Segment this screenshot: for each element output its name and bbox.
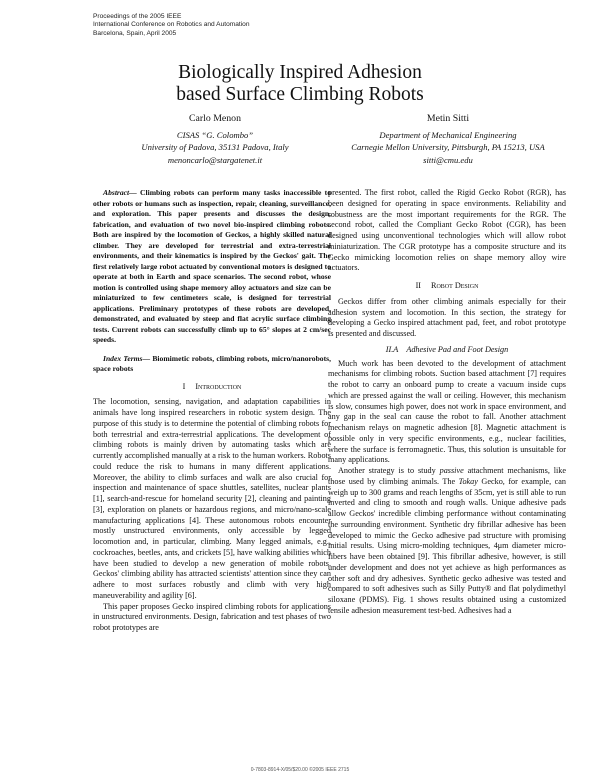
- body-paragraph: [328, 466, 566, 617]
- author-email[interactable]: menoncarlo@stargatenet.it: [167, 154, 263, 165]
- index-terms: [93, 354, 331, 375]
- author-email[interactable]: sitti@cmu.edu: [423, 154, 473, 165]
- left-column: [93, 188, 331, 634]
- body-text: attachment mechanisms, like those used by climbing animals. The: [328, 466, 566, 486]
- subsection-title: Adhesive Pad and Foot Design: [406, 344, 509, 354]
- body-paragraph: Much work has been devoted to the development of attachment mechanisms for climbing robots. Suction based attachment [7] requires the robot to carry an onboard pump to create a vacuum inside cups which are pressed against the wall or ceiling. However, this mechanism is slow, consumes high power, does not work in space environment, and any gap in the seal can cause the robot to fall. Another attachment mechanism relays on magnetic adhesion [8]. Magnetic attachment is possible only in very specific environments, e.g., nuclear facilities, where the surface is ferromagnetic. Thus, this solution is unsuitable for many applications.: [328, 358, 566, 465]
- section-title: Introduction: [195, 381, 242, 391]
- author-name: Carlo Menon: [189, 113, 241, 124]
- index-terms-text: Biomimetic robots, climbing robots, micro/nanorobots, space robots: [93, 353, 331, 373]
- section-title: Robot Design: [431, 281, 479, 290]
- body-paragraph: This paper proposes Gecko inspired climbing robots for applications in unstructured environments. Design, fabrication and test phases of two robot prototypes are: [93, 601, 331, 632]
- author-block-2: [328, 113, 568, 166]
- section-number: II: [415, 281, 422, 290]
- abstract: [93, 188, 331, 346]
- subsection-heading-adhesive: [328, 345, 566, 356]
- section-heading-introduction: [93, 382, 331, 393]
- index-terms-lead: Index Terms—: [103, 353, 151, 363]
- header-line: International Conference on Robotics and Automation: [93, 21, 250, 29]
- body-paragraph: Geckos differ from other climbing animals especially for their adhesion system and locomotion. In this section, the strategy for developing a Gecko inspired attachment pad, feet, and robot prototype is presented and discussed.: [328, 296, 566, 338]
- header-line: Proceedings of the 2005 IEEE: [93, 13, 182, 20]
- author-affiliation: Carnegie Mellon University, Pittsburgh, PA 15213, USA: [351, 142, 545, 153]
- emphasis-text: passive: [439, 466, 464, 475]
- proceedings-header: [93, 13, 250, 38]
- author-affiliation: CISAS “G. Colombo”: [176, 129, 254, 140]
- author-affiliation: Department of Mechanical Engineering: [379, 129, 517, 140]
- author-affiliation: University of Padova, 35131 Padova, Italy: [141, 142, 289, 153]
- section-heading-robot-design: [328, 281, 566, 292]
- title-line: based Surface Climbing Robots: [176, 84, 424, 105]
- right-column: [328, 188, 566, 617]
- page-footer: 0-7803-8914-X/05/$20.00 ©2005 IEEE 2715: [250, 767, 350, 773]
- body-text: Another strategy is to study: [338, 466, 440, 475]
- body-paragraph: The locomotion, sensing, navigation, and adaptation capabilities in animals have long inspired researchers in robotic system design. The purpose of this study is to determine the potential of climbing robots for both terrestrial and extra-terrestrial applications. The development of climbing robots is mainly driven by automating tasks which are currently accomplished manually at a risk to the human workers. Robots could reduce the risk to humans in many different applications. Moreover, the ability to climb surfaces and walk are also crucial for inspection and maintenance of space shuttles, satellites, nuclear plants [1], search-and-rescue for homeland security [2], cleaning and painting [3], exploration on planets or hazardous regions, and micro/nano-scale manufacturing applications [4]. These autonomous robots encounter mostly unstructured environments, only accessible by legged locomotion and, in particular, climbing. Many legged animals, e.g., cockroaches, beetles, ants, and crickets [5], have walking abilities which have been studied to develop a new generation of mobile robots. Geckos' climbing ability has attracted scientists' attention since they can adhere to most surfaces robustly and climb with very high maneuverability and agility [6].: [93, 397, 331, 600]
- emphasis-text: Tokay: [458, 476, 478, 486]
- body-paragraph: presented. The first robot, called the Rigid Gecko Robot (RGR), has been designed for operating in space environments. Reliability and robustness are the most important requirements for the RGR. The second robot, called the Compliant Gecko Robot (CGR), has been designed using unconventional technologies which will allow robot miniaturization. The CGR prototype has a composite structure and its Gecko mimicking locomotion relies on shape memory alloy wire actuators.: [328, 188, 566, 273]
- author-name: Metin Sitti: [426, 113, 470, 124]
- section-number: I: [182, 381, 186, 391]
- subsection-number: II.A: [385, 344, 399, 354]
- title-line: Biologically Inspired Adhesion: [178, 62, 422, 83]
- abstract-text: Climbing robots can perform many tasks inaccessible to other robots or humans such as inspection, repair, cleaning, surveillance, and exploration. This paper presents and discusses the design, fabrication, and evaluation of two novel bio-inspired climbing robots. Both are inspired by the locomotion of Geckos, a highly skilled natural climber. They are developed for terrestrial and extra-terrestrial environments, and their kinematics is inspired by the Geckos' gait. The first relatively large robot actuated by conventional motors is designed to operate at both in Earth and space scenarios. The second robot, whose motion is controlled using shape memory alloy actuators and size can be miniaturized to few centimeters scale, is designed for terrestrial applications. Preliminary prototypes of these robots are developed, demonstrated, and evaluated by steep and flat acrylic surface climbing tests. Current robots can successfully climb up to 65° slopes at 2 cm/sec speeds.: [93, 188, 331, 344]
- author-block-1: [95, 113, 335, 166]
- abstract-lead: Abstract—: [103, 188, 137, 197]
- header-line: Barcelona, Spain, April 2005: [93, 29, 177, 37]
- paper-title: [0, 62, 600, 106]
- body-text: Gecko, for example, can weigh up to 300 grams and reach lengths of 35cm, yet is still able to run inverted and cling to smooth and rough walls. Unique adhesive pads allow Geckos' incredible climbing performance without contaminating the surrounding environment. Synthetic dry fibrillar adhesive has been developed to mimic the Gecko adhesive pad structure with promising initial results. Using micro-molding techniques, 4μm diameter micro-fibers have been obtained [9]. This fibrillar adhesive, however, is still under development and does not yet achieve as high performances as other soft and dry adhesives. Synthetic gecko adhesive was tested and compared to soft adhesives such as Silly Putty® and flat polydimethyl siloxane (PDMS). Fig. 1 shows results obtained using a customized tensile adhesion measurement test-bed. Adhesives had a: [328, 476, 567, 615]
